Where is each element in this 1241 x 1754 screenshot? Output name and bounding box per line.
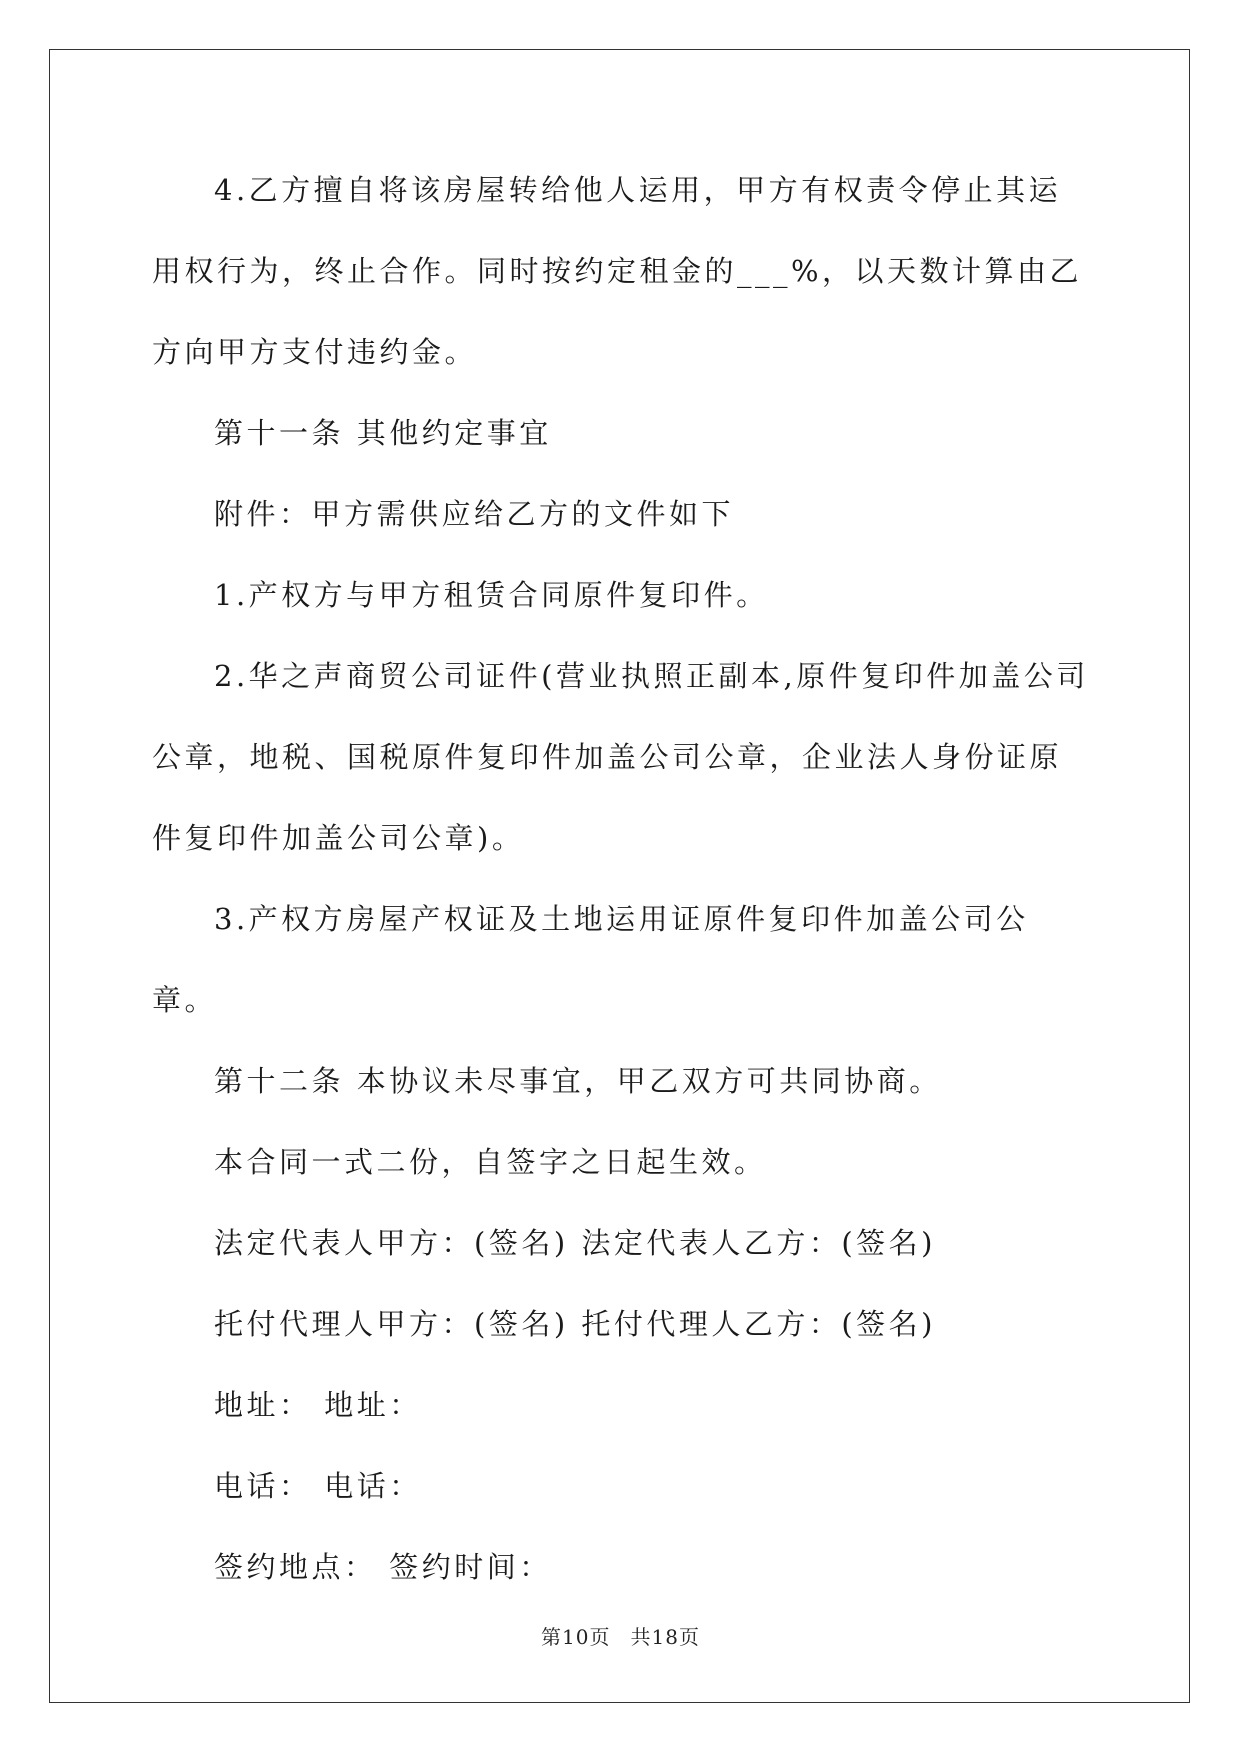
paragraph-signing: 签约地点： 签约时间：	[214, 1550, 552, 1584]
page-footer	[0, 1621, 1241, 1650]
paragraph-attachment-2: 2.华之声商贸公司证件(营业执照正副本,原件复印件加盖公司公章，地税、国税原件复印件加盖公司公章，企业法人身份证原件复印件加盖公司公章)。	[152, 659, 1089, 855]
document-body	[152, 150, 1090, 1608]
paragraph-attachment: 附件：甲方需供应给乙方的文件如下	[214, 497, 735, 531]
paragraph-attachment-1: 1.产权方与甲方租赁合同原件复印件。	[214, 578, 769, 612]
paragraph-attachment-3: 3.产权方房屋产权证及土地运用证原件复印件加盖公司公章。	[152, 902, 1029, 1017]
paragraph-phone: 电话： 电话：	[214, 1469, 422, 1503]
page-number-current: 第10页	[541, 1625, 611, 1649]
paragraph-address: 地址： 地址：	[214, 1388, 422, 1422]
paragraph-article-11: 第十一条 其他约定事宜	[214, 416, 552, 450]
paragraph-agent: 托付代理人甲方：(签名) 托付代理人乙方：(签名)	[214, 1307, 936, 1341]
paragraph-legal-rep: 法定代表人甲方：(签名) 法定代表人乙方：(签名)	[214, 1226, 936, 1260]
paragraph-effective: 本合同一式二份，自签字之日起生效。	[214, 1145, 767, 1179]
page-number-total: 共18页	[630, 1625, 700, 1649]
paragraph-article-12: 第十二条 本协议未尽事宜，甲乙双方可共同协商。	[214, 1064, 942, 1098]
paragraph-clause-4: 4.乙方擅自将该房屋转给他人运用，甲方有权责令停止其运用权行为，终止合作。同时按约定租金的___%，以天数计算由乙方向甲方支付违约金。	[152, 173, 1083, 369]
